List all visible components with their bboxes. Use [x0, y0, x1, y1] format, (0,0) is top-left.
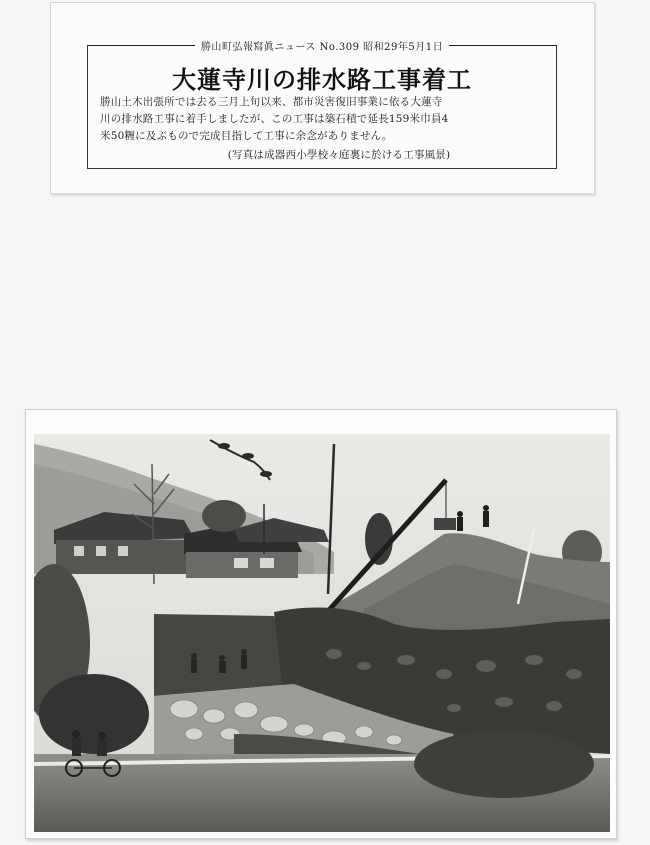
header-rule-left — [88, 45, 195, 46]
photo-note: (写真は成器西小學校々庭裏に於ける工事風景) — [227, 149, 451, 161]
photo-print — [25, 409, 617, 839]
channel-wall-left — [154, 614, 294, 696]
news-headline: 大蓮寺川の排水路工事着工 — [172, 65, 472, 94]
construction-photograph — [34, 434, 610, 832]
caption-card — [50, 2, 595, 194]
news-header — [88, 38, 556, 53]
body-line-3: 米50糎に及ぶもので完成目指して工事に余念がありません。 — [100, 130, 393, 142]
foreground-shrubs — [414, 730, 594, 798]
news-frame — [87, 42, 557, 169]
news-body — [100, 94, 548, 164]
news-issue-line: 勝山町弘報寫眞ニュース No.309 昭和29年5月1日 — [195, 38, 449, 53]
body-line-1: 勝山土木出張所では去る三月上旬以来、都市災害復旧事業に依る大蓮寺 — [100, 96, 443, 108]
header-rule-right — [449, 45, 556, 46]
body-line-2: 川の排水路工事に着手しましたが、この工事は築石積で延長159米巾員4 — [100, 113, 449, 125]
crane-bucket — [434, 518, 456, 530]
